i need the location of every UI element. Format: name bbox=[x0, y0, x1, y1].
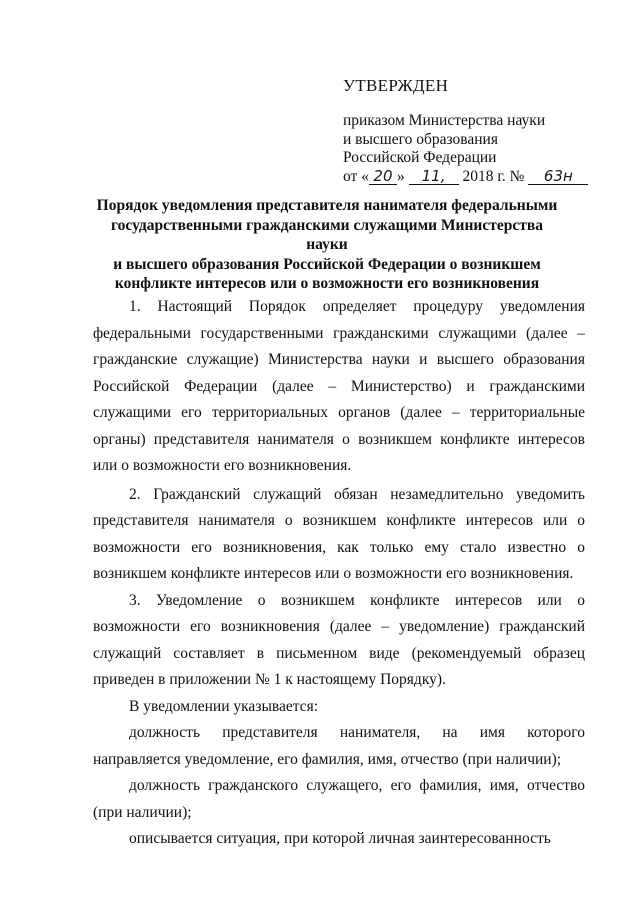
paragraph-2: 2. Гражданский служащий обязан незамедлительно уведомить представителя нанимателя о возникшем конфликте интересов или о возможности его возникновения, как только ему стало известно о возникшем конфликте интересов или о возможности его возникновения. bbox=[93, 485, 585, 582]
document-title bbox=[92, 196, 562, 294]
handwritten-month: 11, bbox=[409, 168, 459, 185]
paragraph-5: должность представителя нанимателя, на имя которого направляется уведомление, его фамилия, имя, отчество (при наличии); bbox=[93, 724, 585, 768]
handwritten-order-number: 63н bbox=[528, 168, 588, 185]
document-body bbox=[93, 294, 585, 853]
title-line-4: конфликте интересов или о возможности его возникновения bbox=[114, 275, 540, 292]
date-year: 2018 г. № bbox=[458, 167, 529, 185]
date-mid: » bbox=[396, 167, 409, 185]
approval-line-1: приказом Министерства науки bbox=[343, 112, 546, 129]
approval-date-line bbox=[343, 168, 613, 187]
paragraph-3: 3. Уведомление о возникшем конфликте интересов или о возможности его возникновения (далее – уведомление) гражданский служащий составляет в письменном виде (рекомендуемый образец приведен в приложении № 1 к настоящему Порядку). bbox=[93, 591, 585, 688]
title-line-2: государственными гражданскими служащими Министерства науки bbox=[111, 216, 543, 253]
paragraph-4: В уведомлении указывается: bbox=[129, 697, 319, 715]
paragraph-1: 1. Настоящий Порядок определяет процедуру уведомления федеральными государственными гражданскими служащими (далее – гражданские служащие) Министерства науки и высшего образования Российской Федерации (далее – Министерство) и гражданскими служащими его территориальных органов (далее – территориальные органы) представителя нанимателя о возникшем конфликте интересов или о возможности его возникновения. bbox=[93, 298, 585, 474]
approval-line-2: и высшего образования bbox=[343, 130, 498, 148]
date-prefix: от « bbox=[343, 167, 369, 185]
paragraph-7: описывается ситуация, при которой личная заинтересованность bbox=[129, 830, 551, 847]
handwritten-day: 20 bbox=[369, 168, 397, 185]
title-line-3: и высшего образования Российской Федерации о возникшем bbox=[113, 255, 541, 273]
approval-line-3: Российской Федерации bbox=[343, 149, 497, 166]
approval-stamp-block bbox=[343, 76, 613, 186]
approved-heading: УТВЕРЖДЕН bbox=[343, 76, 449, 95]
title-line-1: Порядок уведомления представителя нанимателя федеральными bbox=[96, 197, 558, 214]
paragraph-6: должность гражданского служащего, его фамилия, имя, отчество (при наличии); bbox=[93, 777, 585, 821]
